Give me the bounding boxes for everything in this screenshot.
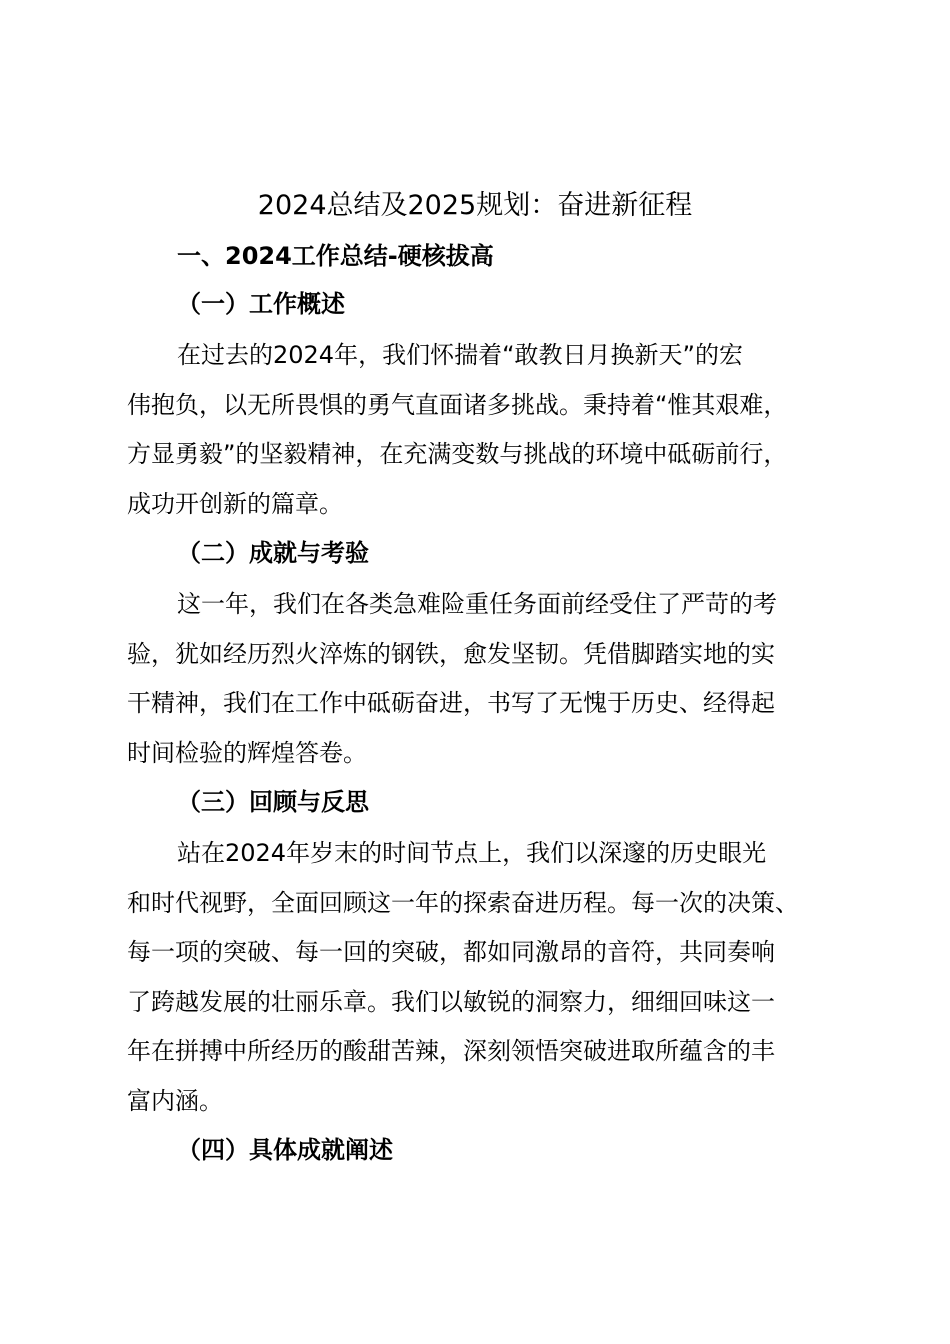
paragraph-line: 站在2024年岁末的时间节点上，我们以深邃的历史眼光 [177, 839, 767, 867]
paragraph-line: 时间检验的辉煌答卷。 [127, 738, 367, 767]
subsection-heading-2: （二）成就与考验 [177, 539, 369, 567]
subsection-heading-3: （三）回顾与反思 [177, 788, 369, 816]
paragraph-line: 伟抱负，以无所畏惧的勇气直面诸多挑战。秉持着“惟其艰难， [127, 390, 788, 419]
paragraph-line: 富内涵。 [127, 1086, 223, 1115]
paragraph-1 [127, 331, 867, 529]
paragraph-line: 在过去的2024年，我们怀揣着“敢教日月换新天”的宏 [177, 341, 743, 369]
paragraph-line: 验，犹如经历烈火淬炼的钢铁，愈发坚韧。凭借脚踏实地的实 [127, 639, 775, 668]
paragraph-line: 这一年，我们在各类急难险重任务面前经受住了严苛的考 [177, 590, 777, 618]
paragraph-2 [127, 580, 867, 778]
section-heading-1: 一、2024工作总结-硬核拔高 [177, 242, 494, 270]
paragraph-line: 年在拼搏中所经历的酸甜苦辣，深刻领悟突破进取所蕴含的丰 [127, 1037, 775, 1065]
subsection-heading-4: （四）具体成就阐述 [177, 1136, 393, 1164]
document-title: 2024总结及2025规划：奋进新征程 [257, 190, 693, 221]
paragraph-line: 方显勇毅”的坚毅精神，在充满变数与挑战的环境中砥砺前行， [127, 440, 788, 468]
paragraph-line: 干精神，我们在工作中砥砺奋进，书写了无愧于历史、经得起 [127, 689, 775, 717]
paragraph-line: 每一项的突破、每一回的突破，都如同激昂的音符，共同奏响 [127, 938, 775, 966]
paragraph-line: 和时代视野，全面回顾这一年的探索奋进历程。每一次的决策、 [127, 888, 799, 917]
paragraph-3 [127, 829, 867, 1126]
paragraph-line: 了跨越发展的壮丽乐章。我们以敏锐的洞察力，细细回味这一 [127, 987, 775, 1016]
paragraph-line: 成功开创新的篇章。 [127, 489, 343, 518]
subsection-heading-1: （一）工作概述 [177, 290, 345, 318]
